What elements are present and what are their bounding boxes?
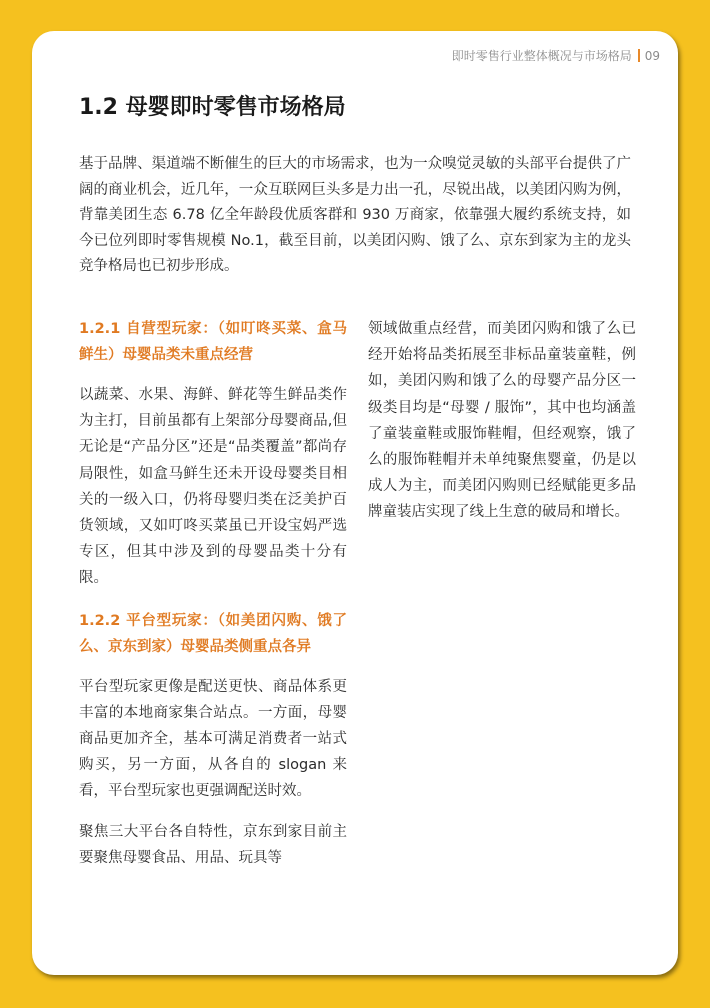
intro-paragraph: 基于品牌、渠道端不断催生的巨大的市场需求，也为一众嗅觉灵敏的头部平台提供了广阔的商业机会，近几年，一众互联网巨头多是力出一孔，尽锐出战，以美团闪购为例，背靠美团生态 6.78 亿全年龄段优质客群和 930 万商家，依靠强大履约系统支持，如今已位列即时零售规模 No.1，截至目前，以美团闪购、饿了么、京东到家为主的龙头竞争格局也已初步形成。 [79,156,631,275]
left-column [79,316,347,871]
subsection-body-1-2-2: 平台型玩家更像是配送更快、商品体系更丰富的本地商家集合站点。一方面，母婴商品更加齐全，基本可满足消费者一站式购买，另一方面，从各自的 slogan 来看，平台型玩家也更强调配送时效。 [79,678,347,800]
subsection-body-1-2-2-continued: 聚焦三大平台各自特性，京东到家目前主要聚焦母婴食品、用品、玩具等 [79,823,347,866]
document-page [32,31,678,975]
subsection-body-1-2-1: 以蔬菜、水果、海鲜、鲜花等生鲜品类作为主打，目前虽都有上架部分母婴商品,但无论是“产品分区”还是“品类覆盖”都尚存局限性，如盒马鲜生还未开设母婴类目相关的一级入口，仍将母婴归类在泛美护百货领域，又如叮咚买菜虽已开设宝妈严选专区，但其中涉及到的母婴品类十分有限。 [79,387,347,587]
section-title: 1.2 母婴即时零售市场格局 [79,95,346,120]
right-column [368,316,636,526]
header-divider [638,49,640,62]
running-title: 即时零售行业整体概况与市场格局 [451,49,632,63]
running-header [452,47,660,64]
page-number: 09 [644,48,660,63]
subsection-title-1-2-1: 1.2.1 自营型玩家：（如叮咚买菜、盒马鲜生）母婴品类未重点经营 [79,321,347,363]
subsection-title-1-2-2: 1.2.2 平台型玩家：（如美团闪购、饿了么、京东到家）母婴品类侧重点各异 [79,612,347,655]
right-column-paragraph: 领域做重点经营，而美团闪购和饿了么已经开始将品类拓展至非标品童装童鞋，例如，美团闪购和饿了么的母婴产品分区一级类目均是“母婴 / 服饰”，其中也均涵盖了童装童鞋或服饰鞋帽，但经观察，饿了么的服饰鞋帽并未单纯聚焦婴童，仍是以成人为主，而美团闪购则已经赋能更多品牌童装店实现了线上生意的破局和增长。 [368,321,636,521]
